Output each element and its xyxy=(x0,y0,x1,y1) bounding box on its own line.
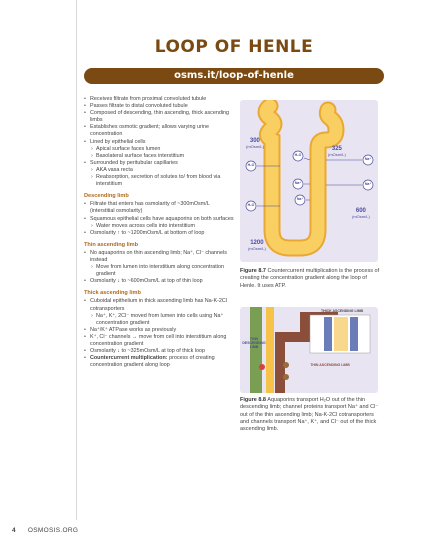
figure-number: Figure 8.8 xyxy=(240,397,266,403)
channel-icon xyxy=(283,374,289,380)
osmolarity-label-300: 300 (mOsm/L) xyxy=(246,138,264,149)
aquaporin-icon xyxy=(259,364,265,370)
water-label: H₂O xyxy=(294,153,302,157)
list-item: • Cuboidal epithelium in thick ascending limb has Na-K-2Cl cotransporters xyxy=(84,298,234,312)
list-subitem: › AKA vasa recta xyxy=(84,167,234,174)
url-banner[interactable]: osms.it/loop-of-henle xyxy=(84,68,384,84)
list-subitem: › Na⁺, K⁺, 2Cl⁻ moved from lumen into cells using Na⁺ concentration gradient xyxy=(84,313,234,327)
list-item: • Receives filtrate from proximal convoluted tubule xyxy=(84,96,234,103)
thin-ascending-label: THIN ASCENDING LIMB xyxy=(310,363,350,367)
list-item: • K⁺, Cl⁻ channels → move from cell into interstitium along concentration gradient xyxy=(84,334,234,348)
list-item: • Lined by epithelial cells xyxy=(84,139,234,146)
caption-text: Aquaporins transport H₂O out of the thin descending limb; channel proteins transport Na⁺ and Cl⁻ out of the thin ascending limb; Na-K-2Cl cotransporters and channels transport Na⁺, K⁺, and Cl⁻ out of the thick ascending limb. xyxy=(240,397,379,433)
figure-caption-8-7 xyxy=(240,268,380,290)
list-item: • Composed of descending, thin ascending, thick ascending limbs xyxy=(84,110,234,124)
list-item: • Passes filtrate to distal convoluted tubule xyxy=(84,103,234,110)
list-subitem: › Basolateral surface faces interstitium xyxy=(84,153,234,160)
list-item: • Osmolarity ↓ to ~325mOsm/L at top of thick loop xyxy=(84,348,234,355)
list-subitem: › Move from lumen into interstitium along concentration gradient xyxy=(84,264,234,278)
page-title: LOOP OF HENLE xyxy=(154,37,314,57)
sodium-label: Na⁺ xyxy=(294,181,302,185)
channel-icon xyxy=(283,362,289,368)
list-subitem: › Apical surface faces lumen xyxy=(84,146,234,153)
notes-column xyxy=(84,96,234,369)
page-footer xyxy=(12,527,78,534)
list-item: • Osmolarity ↓ to ~600mOsm/L at top of thin loop xyxy=(84,278,234,285)
list-item: • Osmolarity ↑ to ~1200mOsm/L at bottom of loop xyxy=(84,230,234,237)
cytoplasm xyxy=(334,317,348,351)
figure-transport-diagram xyxy=(240,307,378,393)
list-item: • Surrounded by peritubular capillaries xyxy=(84,160,234,167)
descending-wall xyxy=(250,307,262,393)
osmolarity-label-1200: 1200 (mOsm/L) xyxy=(248,240,266,251)
page-number: 4 xyxy=(12,527,16,534)
sodium-label: Na⁺ xyxy=(364,182,372,186)
list-subitem: › Reabsorption, secretion of solutes to/ from blood via interstitium xyxy=(84,174,234,188)
list-item: • Establishes osmotic gradient; allows varying urine concentration xyxy=(84,124,234,138)
osmolarity-label-325: 325 (mOsm/L) xyxy=(328,146,346,157)
list-item: • Filtrate that enters has osmolarity of ~300mOsm/L (interstitial osmolarity) xyxy=(84,201,234,215)
cell-membrane xyxy=(324,317,332,351)
figure-number: Figure 8.7 xyxy=(240,268,266,274)
list-item xyxy=(84,355,234,369)
figure-countercurrent-diagram xyxy=(240,100,378,262)
term: Countercurrent multiplication: xyxy=(90,355,168,362)
list-item: • No aquaporins on thin ascending limb; Na⁺, Cl⁻ channels instead xyxy=(84,250,234,264)
cell-membrane xyxy=(350,317,358,351)
sodium-label: Na⁺ xyxy=(364,157,372,161)
thick-limb-label: THICK ASCENDING LIMB xyxy=(320,309,364,313)
figure-caption-8-8 xyxy=(240,397,380,433)
transport-diagram-svg xyxy=(240,307,378,393)
thin-descending-label: THIN DESCENDING LIMB xyxy=(242,337,266,349)
list-subitem: › Water moves across cells into interstitium xyxy=(84,223,234,230)
water-label: H₂O xyxy=(247,163,255,167)
water-label: H₂O xyxy=(247,203,255,207)
list-item: • Na⁺/K⁺ ATPase works as previously xyxy=(84,327,234,334)
osmolarity-label-600: 600 (mOsm/L) xyxy=(352,208,370,219)
caption-text: Countercurrent multiplication is the process of creating the concentration gradient along the loop of Henle. It uses ATP. xyxy=(240,268,380,289)
list-item: • Squamous epithelial cells have aquaporins on both surfaces xyxy=(84,216,234,223)
margin-rule xyxy=(76,0,77,520)
section-heading-thin: Thin ascending limb xyxy=(84,241,139,248)
descending-lumen xyxy=(266,307,274,393)
brand-text[interactable]: OSMOSIS.ORG xyxy=(27,527,79,534)
section-heading-descending: Descending limb xyxy=(84,193,129,200)
section-heading-thick: Thick ascending limb xyxy=(84,290,141,297)
sodium-label: Na⁺ xyxy=(296,197,304,201)
definition: process of creating concentration gradient along loop xyxy=(90,355,215,369)
loop-diagram-svg xyxy=(240,100,378,262)
